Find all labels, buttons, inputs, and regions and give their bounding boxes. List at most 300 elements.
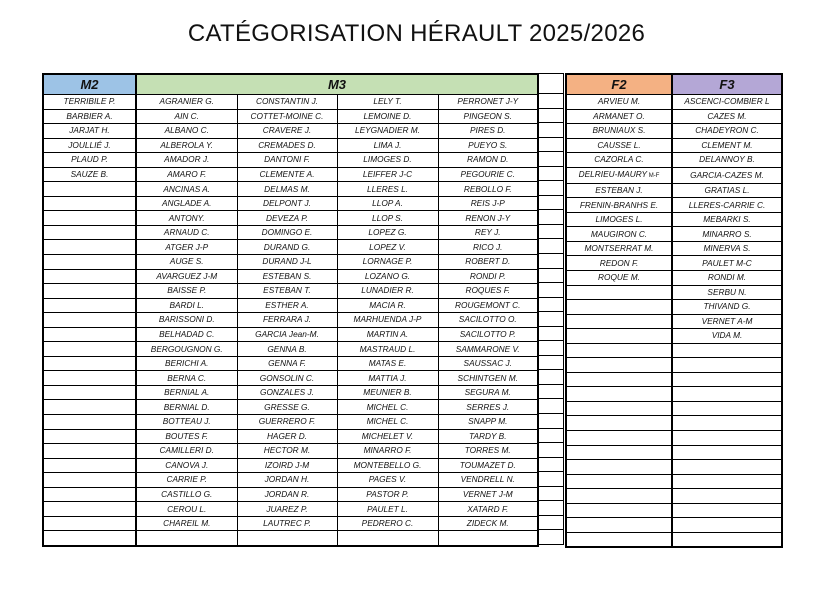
m3-cell: ANTONY. (136, 211, 237, 226)
table-row (566, 358, 782, 373)
f3-cell: MEBARKI S. (672, 212, 782, 227)
table-row (43, 429, 538, 444)
m3-cell: RAMON D. (438, 153, 538, 168)
table-row (566, 109, 782, 124)
table-row (43, 196, 538, 211)
m3-cell: GONSOLIN C. (237, 371, 337, 386)
separator-row (539, 137, 564, 152)
table-row (43, 269, 538, 284)
m2-cell: BARBIER A. (43, 109, 136, 124)
table-row (43, 182, 538, 197)
m3-cell: LOZANO G. (337, 269, 438, 284)
m3-cell: DEVEZA P. (237, 211, 337, 226)
m3-cell: AIN C. (136, 109, 237, 124)
separator-row (539, 515, 564, 530)
separator-cell (539, 457, 564, 472)
separator-cell (539, 181, 564, 196)
f2-suffix: M-F (647, 172, 660, 179)
m3-cell: LLERES L. (337, 182, 438, 197)
separator-row (539, 166, 564, 181)
f3-cell: GARCIA-CAZES M. (672, 167, 782, 183)
separator-cell (539, 123, 564, 138)
m3-cell: BERNA C. (136, 371, 237, 386)
f3-cell (672, 343, 782, 358)
separator-cell (539, 443, 564, 458)
m3-cell: AMARO F. (136, 167, 237, 182)
m3-cell: ROQUES F. (438, 284, 538, 299)
table-row (566, 198, 782, 213)
separator-cell (539, 312, 564, 327)
table-row (566, 167, 782, 183)
m2-cell: JARJAT H. (43, 124, 136, 139)
table-row (43, 327, 538, 342)
m3-cell: ARNAUD C. (136, 225, 237, 240)
f2-cell: FRENIN-BRANHS E. (566, 198, 672, 213)
f2-cell: ROQUE M. (566, 271, 672, 286)
m3-cell: LIMOGES D. (337, 153, 438, 168)
f2-f3-table (565, 73, 783, 548)
table-row (566, 401, 782, 416)
m3-cell: GONZALES J. (237, 385, 337, 400)
f2-cell (566, 285, 672, 300)
separator-cell (539, 341, 564, 356)
f3-cell (672, 387, 782, 402)
m3-cell: MEUNIER B. (337, 385, 438, 400)
separator-cell (539, 254, 564, 269)
table-row (566, 474, 782, 489)
m3-cell: PIRES D. (438, 124, 538, 139)
separator-cell (539, 414, 564, 429)
m2-m3-table (42, 73, 539, 547)
m3-cell: ESTEBAN T. (237, 284, 337, 299)
separator-cell (539, 515, 564, 530)
f2-cell (566, 401, 672, 416)
m3-cell: FERRARA J. (237, 313, 337, 328)
m3-cell: SERRES J. (438, 400, 538, 415)
f3-cell: VERNET A-M (672, 314, 782, 329)
m3-cell: TARDY B. (438, 429, 538, 444)
f3-cell (672, 445, 782, 460)
f2-cell (566, 489, 672, 504)
m2-cell (43, 400, 136, 415)
table-row (566, 95, 782, 110)
separator-cell (539, 166, 564, 181)
m3-cell: GUERRERO F. (237, 415, 337, 430)
f2-cell (566, 372, 672, 387)
f2-cell: MONTSERRAT M. (566, 241, 672, 256)
m3-cell: MINARRO F. (337, 444, 438, 459)
m2-cell: TERRIBILE P. (43, 95, 136, 110)
m3-cell: GRESSE G. (237, 400, 337, 415)
separator-row (539, 326, 564, 341)
m2-cell (43, 298, 136, 313)
separator-cell (539, 501, 564, 516)
m3-cell: BARISSONI D. (136, 313, 237, 328)
m3-cell: ANCINAS A. (136, 182, 237, 197)
separator-cell (539, 239, 564, 254)
separator-row (539, 94, 564, 109)
table-row (566, 314, 782, 329)
f3-cell (672, 460, 782, 475)
table-row (43, 487, 538, 502)
m3-cell: JORDAN R. (237, 487, 337, 502)
separator-cell (539, 210, 564, 225)
separator-row (539, 297, 564, 312)
m2-cell (43, 415, 136, 430)
m3-cell: TOUMAZET D. (438, 458, 538, 473)
table-row (43, 400, 538, 415)
f3-cell (672, 532, 782, 547)
f3-cell: PAULET M-C (672, 256, 782, 271)
m3-cell: AUGE S. (136, 255, 237, 270)
table-row (566, 300, 782, 315)
m3-cell: CASTILLO G. (136, 487, 237, 502)
m2-cell (43, 327, 136, 342)
m3-cell: CHAREIL M. (136, 516, 237, 531)
table-row (566, 285, 782, 300)
table-row (566, 372, 782, 387)
f2-cell: LIMOGES L. (566, 212, 672, 227)
table-row (566, 256, 782, 271)
f3-cell (672, 372, 782, 387)
separator-row (539, 457, 564, 472)
m2-cell (43, 313, 136, 328)
m3-cell: RENON J-Y (438, 211, 538, 226)
separator-row (539, 399, 564, 414)
separator-cell (539, 399, 564, 414)
f2-cell (566, 387, 672, 402)
m2-cell (43, 458, 136, 473)
m2-cell (43, 487, 136, 502)
f2-cell (566, 416, 672, 431)
m3-cell: VENDRELL N. (438, 473, 538, 488)
f3-cell (672, 358, 782, 373)
f2-cell (566, 474, 672, 489)
table-row (43, 516, 538, 531)
m3-cell: GENNA B. (237, 342, 337, 357)
m3-cell: MARTIN A. (337, 327, 438, 342)
m2-cell (43, 371, 136, 386)
f3-cell: CLEMENT M. (672, 138, 782, 153)
m3-cell: REBOLLO F. (438, 182, 538, 197)
table-row (566, 212, 782, 227)
f3-cell: LLERES-CARRIE C. (672, 198, 782, 213)
m3-cell: MARHUENDA J-P (337, 313, 438, 328)
separator-cell (539, 370, 564, 385)
m3-cell: VERNET J-M (438, 487, 538, 502)
separator-cell (539, 428, 564, 443)
separator-row (539, 108, 564, 123)
separator-row (539, 152, 564, 167)
m3-cell: SNAPP M. (438, 415, 538, 430)
m3-cell: JUAREZ P. (237, 502, 337, 517)
table-row (43, 313, 538, 328)
page-title: CATÉGORISATION HÉRAULT 2025/2026 (187, 20, 646, 47)
header-f3: F3 (672, 74, 782, 95)
separator-cell (539, 530, 564, 545)
m3-cell: LELY T. (337, 95, 438, 110)
f2-cell: ESTEBAN J. (566, 183, 672, 198)
separator-row (539, 181, 564, 196)
m3-cell: JORDAN H. (237, 473, 337, 488)
m3-cell: DELPONT J. (237, 196, 337, 211)
separator-cell (539, 195, 564, 210)
f3-cell (672, 474, 782, 489)
m3-cell: CARRIE P. (136, 473, 237, 488)
table-row (43, 225, 538, 240)
m3-cell: HAGER D. (237, 429, 337, 444)
m3-cell: BERNIAL A. (136, 385, 237, 400)
f2-cell: CAZORLA C. (566, 153, 672, 168)
f2-cell (566, 314, 672, 329)
separator-row (539, 414, 564, 429)
table-row (43, 298, 538, 313)
m3-cell: XATARD F. (438, 502, 538, 517)
separator-cell (539, 326, 564, 341)
f2-cell (566, 445, 672, 460)
m3-cell: CONSTANTIN J. (237, 95, 337, 110)
m3-cell: MONTEBELLO G. (337, 458, 438, 473)
table-row (43, 356, 538, 371)
f3-cell: DELANNOY B. (672, 153, 782, 168)
m3-cell: MATAS E. (337, 356, 438, 371)
m3-cell: GENNA F. (237, 356, 337, 371)
m2-cell (43, 473, 136, 488)
separator-row (539, 224, 564, 239)
m3-cell: MACIA R. (337, 298, 438, 313)
table-row (566, 416, 782, 431)
m3-cell: BERNIAL D. (136, 400, 237, 415)
separator-row (539, 443, 564, 458)
f3-cell (672, 431, 782, 446)
m3-cell: SACILOTTO P. (438, 327, 538, 342)
m3-cell: BOUTES F. (136, 429, 237, 444)
table-row (566, 387, 782, 402)
separator-cell (539, 268, 564, 283)
f2-cell (566, 518, 672, 533)
m3-cell: GARCIA Jean-M. (237, 327, 337, 342)
m3-cell: IZOIRD J-M (237, 458, 337, 473)
m3-cell: DURAND G. (237, 240, 337, 255)
m3-cell: LUNADIER R. (337, 284, 438, 299)
f2-cell (566, 343, 672, 358)
f3-cell (672, 503, 782, 518)
m2-cell (43, 196, 136, 211)
separator-cell (539, 472, 564, 487)
m3-cell: CRAVERE J. (237, 124, 337, 139)
m2-cell (43, 269, 136, 284)
f2-cell: MAUGIRON C. (566, 227, 672, 242)
table-row (43, 415, 538, 430)
separator-row (539, 486, 564, 501)
m3-cell: LEMOINE D. (337, 109, 438, 124)
table-row (566, 489, 782, 504)
m3-cell: REY J. (438, 225, 538, 240)
m3-cell: BERGOUGNON G. (136, 342, 237, 357)
table-row (43, 124, 538, 139)
m3-cell: LORNAGE P. (337, 255, 438, 270)
m3-cell: LAUTREC P. (237, 516, 337, 531)
table-row (566, 532, 782, 547)
separator-row (539, 384, 564, 399)
m3-cell: CAMILLERI D. (136, 444, 237, 459)
f2-cell (566, 358, 672, 373)
m3-cell: AVARGUEZ J-M (136, 269, 237, 284)
m2-cell (43, 502, 136, 517)
m3-cell: PEDRERO C. (337, 516, 438, 531)
m3-cell (237, 531, 337, 546)
f2-cell (566, 431, 672, 446)
m3-cell: PAGES V. (337, 473, 438, 488)
m2-cell (43, 385, 136, 400)
header-m2: M2 (43, 74, 136, 95)
m3-cell (337, 531, 438, 546)
m3-cell: AGRANIER G. (136, 95, 237, 110)
f2-cell: ARMANET O. (566, 109, 672, 124)
m3-cell: ANGLADE A. (136, 196, 237, 211)
separator-cell (539, 94, 564, 109)
header-f2: F2 (566, 74, 672, 95)
table-row (566, 183, 782, 198)
m2-cell (43, 182, 136, 197)
table-row (43, 95, 538, 110)
f2-cell: DELRIEU-MAURY M-F (566, 167, 672, 183)
m3-cell: CLEMENTE A. (237, 167, 337, 182)
table-row (43, 502, 538, 517)
m3-cell: ALBEROLA Y. (136, 138, 237, 153)
m3-cell: BARDI L. (136, 298, 237, 313)
separator-cell (539, 108, 564, 123)
table-row (43, 138, 538, 153)
m3-cell: SAMMARONE V. (438, 342, 538, 357)
separator-row (539, 370, 564, 385)
f3-cell: VIDA M. (672, 329, 782, 344)
table-row (566, 460, 782, 475)
separator-cell (539, 355, 564, 370)
table-row (43, 385, 538, 400)
m3-cell: LLOP S. (337, 211, 438, 226)
m3-cell: PINGEON S. (438, 109, 538, 124)
separator-row (539, 355, 564, 370)
f2-cell (566, 460, 672, 475)
f3-cell: GRATIAS L. (672, 183, 782, 198)
table-row (566, 518, 782, 533)
f2-cell (566, 300, 672, 315)
separator-row (539, 283, 564, 298)
m3-cell: ROBERT D. (438, 255, 538, 270)
m3-cell: TORRES M. (438, 444, 538, 459)
m3-cell: LLOP A. (337, 196, 438, 211)
f2-cell: ARVIEU M. (566, 95, 672, 110)
m3-cell: CREMADES D. (237, 138, 337, 153)
f3-cell (672, 416, 782, 431)
table-row (566, 153, 782, 168)
m3-cell: CANOVA J. (136, 458, 237, 473)
table-row (43, 240, 538, 255)
m3-cell: BAISSE P. (136, 284, 237, 299)
separator-cell (539, 283, 564, 298)
m3-cell: MICHEL C. (337, 415, 438, 430)
m2-cell (43, 516, 136, 531)
table-row (43, 531, 538, 546)
m3-cell: ZIDECK M. (438, 516, 538, 531)
m3-cell: DURAND J-L (237, 255, 337, 270)
separator-cell (539, 224, 564, 239)
m3-cell: ROUGEMONT C. (438, 298, 538, 313)
f2-cell (566, 503, 672, 518)
f3-cell (672, 489, 782, 504)
m3-cell: PUEYO S. (438, 138, 538, 153)
table-row (43, 109, 538, 124)
table-row (566, 138, 782, 153)
m2-cell (43, 284, 136, 299)
m3-cell: REIS J-P (438, 196, 538, 211)
m3-cell: ATGER J-P (136, 240, 237, 255)
f3-cell: RONDI M. (672, 271, 782, 286)
m3-cell: MICHEL C. (337, 400, 438, 415)
separator-cell (539, 152, 564, 167)
m3-cell: ESTEBAN S. (237, 269, 337, 284)
f3-cell (672, 518, 782, 533)
m2-cell: JOULLIÉ J. (43, 138, 136, 153)
table-row (566, 329, 782, 344)
m3-cell: CEROU L. (136, 502, 237, 517)
table-row (43, 153, 538, 168)
m3-cell: AMADOR J. (136, 153, 237, 168)
m2-cell: SAUZE B. (43, 167, 136, 182)
separator-row (539, 341, 564, 356)
m3-cell: DELMAS M. (237, 182, 337, 197)
m3-cell: BERICHI A. (136, 356, 237, 371)
f2-cell (566, 532, 672, 547)
separator-row (539, 501, 564, 516)
m2-cell (43, 255, 136, 270)
m2-cell (43, 429, 136, 444)
m3-cell: SCHINTGEN M. (438, 371, 538, 386)
m3-cell (438, 531, 538, 546)
m2-cell (43, 342, 136, 357)
m3-cell: MASTRAUD L. (337, 342, 438, 357)
f3-cell: CAZES M. (672, 109, 782, 124)
f2-cell: CAUSSE L. (566, 138, 672, 153)
separator-row (539, 195, 564, 210)
table-row (43, 473, 538, 488)
m3-cell: MICHELET V. (337, 429, 438, 444)
f3-cell: SERBU N. (672, 285, 782, 300)
separator-column (538, 73, 564, 545)
table-row (43, 167, 538, 182)
separator-row (539, 123, 564, 138)
f3-cell: MINARRO S. (672, 227, 782, 242)
m3-cell: SEGURA M. (438, 385, 538, 400)
m2-cell: PLAUD P. (43, 153, 136, 168)
table-row (43, 458, 538, 473)
separator-cell (539, 137, 564, 152)
m3-cell: LOPEZ V. (337, 240, 438, 255)
m3-cell: SAUSSAC J. (438, 356, 538, 371)
m3-cell: PAULET L. (337, 502, 438, 517)
table-row (566, 227, 782, 242)
f3-cell: ASCENCI-COMBIER L (672, 95, 782, 110)
table-row (43, 342, 538, 357)
m3-cell: SACILOTTO O. (438, 313, 538, 328)
separator-cell (539, 384, 564, 399)
separator-row (539, 210, 564, 225)
separator-cell (539, 297, 564, 312)
separator-row (539, 312, 564, 327)
table-row (566, 241, 782, 256)
m3-cell: MATTIA J. (337, 371, 438, 386)
